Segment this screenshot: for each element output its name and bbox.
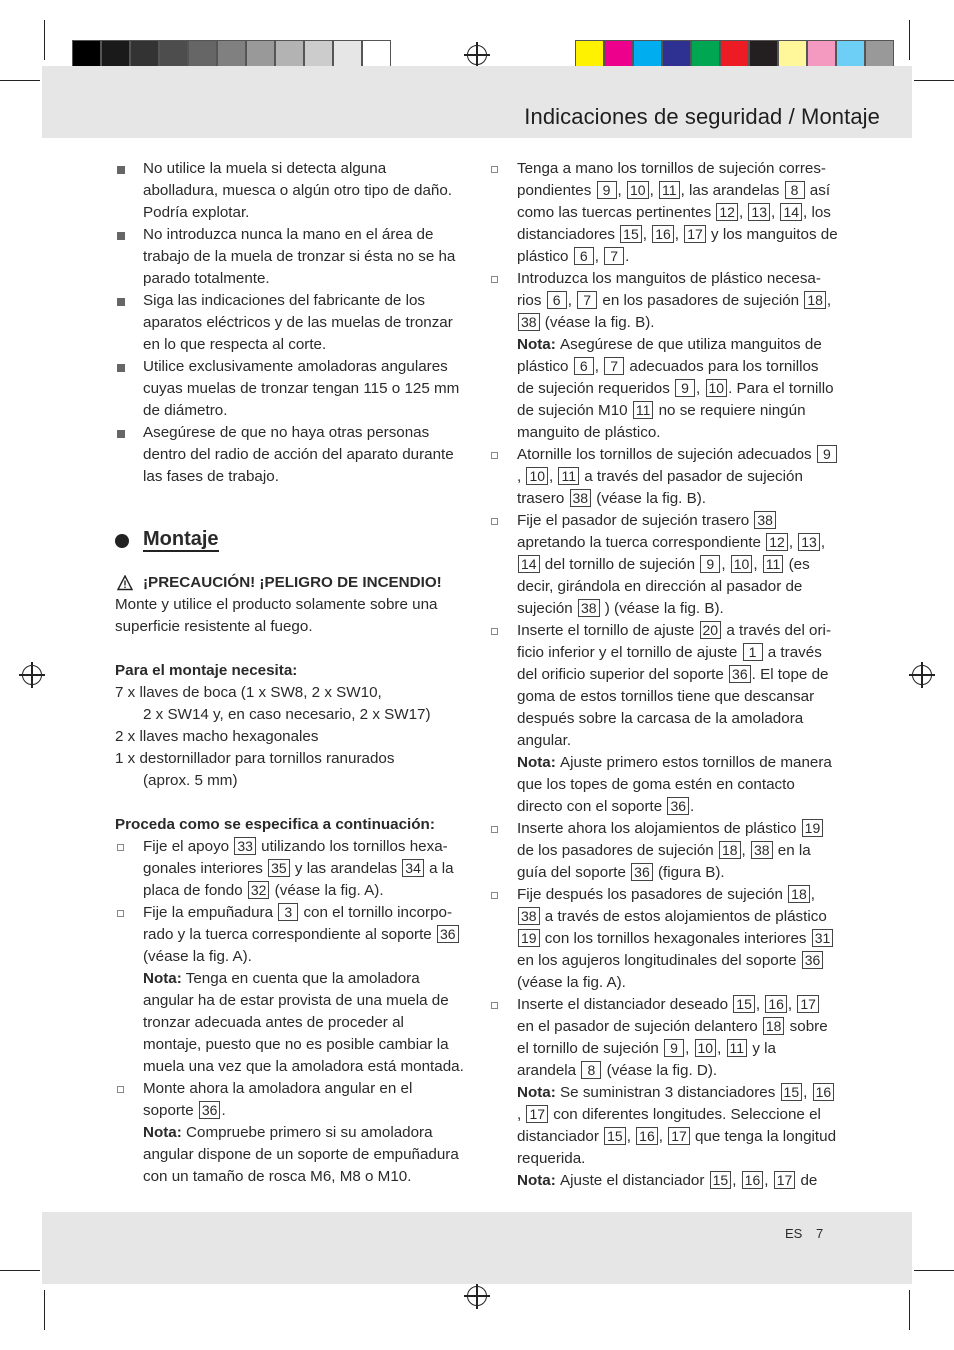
left-column (115, 158, 465, 1188)
part-reference: 9 (664, 1039, 684, 1057)
part-reference: 15 (781, 1083, 803, 1101)
safety-bullet: No introduzca nunca la mano en el área de trabajo de la muela de tronzar si ésta no se ha parado totalmente. (115, 224, 465, 290)
part-reference: 11 (633, 401, 654, 419)
assembly-note: Nota: Ajuste el distanciador 15 , 16 , 17 de (517, 1172, 818, 1189)
part-reference: 20 (700, 621, 722, 639)
language-code: ES (785, 1226, 803, 1241)
color-swatch (662, 40, 691, 69)
registration-mark-icon (467, 1286, 487, 1306)
color-swatch (575, 40, 604, 69)
part-reference: 36 (729, 665, 751, 683)
assembly-note: Nota: Asegúrese de que utiliza manguitos de plástico 6 , 7 adecuados para los tornillos de sujeción requeridos 9 , 10 . Para el tornillo de sujeción M10 11 no se requiere ningún manguito de plástico. (517, 336, 834, 441)
part-reference: 15 (710, 1171, 732, 1189)
color-swatch (333, 40, 362, 69)
safety-bullet: No utilice la muela si detecta alguna abolladura, muesca o algún otro tipo de daño. Podría explotar. (115, 158, 465, 224)
part-reference: 8 (785, 181, 805, 199)
part-reference: 38 (518, 313, 540, 331)
part-reference: 18 (804, 291, 826, 309)
part-reference: 6 (574, 247, 594, 265)
part-reference: 8 (581, 1061, 601, 1079)
part-reference: 6 (547, 291, 567, 309)
part-reference: 16 (813, 1083, 835, 1101)
part-reference: 9 (700, 555, 720, 573)
part-reference: 38 (570, 489, 592, 507)
part-reference: 10 (526, 467, 548, 485)
needs-line: 1 x destornillador para tornillos ranurados (115, 750, 395, 767)
crop-mark (909, 1290, 910, 1330)
part-reference: 1 (743, 643, 763, 661)
part-reference: 3 (278, 903, 298, 921)
registration-mark-icon (912, 665, 932, 685)
color-swatch (275, 40, 304, 69)
assembly-step: Fije el pasador de sujeción trasero 38 apretando la tuerca correspondiente 12 , 13 , 14 del tornillo de sujeción 9 , 10 , 11 (es decir, girándola en dirección al pasador de sujeción 38 ) (véase la fig. B). (489, 510, 839, 620)
part-reference: 15 (604, 1127, 626, 1145)
part-reference: 10 (627, 181, 649, 199)
color-swatch (159, 40, 188, 69)
part-reference: 18 (719, 841, 741, 859)
color-swatch (633, 40, 662, 69)
part-reference: 12 (716, 203, 738, 221)
section-heading: Montaje (115, 528, 465, 550)
part-reference: 36 (802, 951, 824, 969)
crop-mark (44, 1290, 45, 1330)
part-reference: 33 (234, 837, 256, 855)
registration-mark-icon (467, 45, 487, 65)
crop-mark (0, 1270, 40, 1271)
part-reference: 36 (199, 1101, 221, 1119)
assembly-step: Fije la empuñadura 3 con el tornillo incorporado y la tuerca correspondiente al soporte 36 (véase la fig. A). (115, 902, 465, 968)
assembly-step: Inserte el distanciador deseado 15 , 16 , 17 en el pasador de sujeción delantero 18 sobre el tornillo de sujeción 9 , 10 , 11 y la arandela 8 (véase la fig. D). (489, 994, 839, 1082)
part-reference: 31 (812, 929, 834, 947)
assembly-step: Introduzca los manguitos de plástico necesarios 6 , 7 en los pasadores de sujeción 18 , 38 (véase la fig. B). (489, 268, 839, 334)
assembly-step: Fije el apoyo 33 utilizando los tornillos hexagonales interiores 35 y las arandelas 34 a la placa de fondo 32 (véase la fig. A). (115, 836, 465, 902)
page-title: Indicaciones de seguridad / Montaje (524, 104, 880, 129)
part-reference: 19 (518, 929, 540, 947)
color-swatch (836, 40, 865, 69)
part-reference: 7 (577, 291, 597, 309)
part-reference: 12 (766, 533, 788, 551)
needs-heading: Para el montaje necesita: (115, 662, 298, 679)
needs-line: 2 x llaves macho hexagonales (115, 728, 319, 745)
part-reference: 7 (604, 247, 624, 265)
note-label: Nota: (517, 1084, 561, 1101)
part-reference: 36 (667, 797, 689, 815)
part-reference: 16 (652, 225, 674, 243)
color-swatch (188, 40, 217, 69)
part-reference: 11 (659, 181, 680, 199)
assembly-note: Nota: Compruebe primero si su amoladora angular dispone de un soporte de empuñadura con un tamaño de rosca M6, M8 o M10. (143, 1124, 459, 1185)
part-reference: 10 (695, 1039, 717, 1057)
part-reference: 17 (668, 1127, 690, 1145)
safety-bullet: Asegúrese de que no haya otras personas dentro del radio de acción del aparato durante las fases de trabajo. (115, 422, 465, 488)
crop-mark (914, 80, 954, 81)
crop-mark (909, 20, 910, 60)
part-reference: 38 (754, 511, 776, 529)
color-swatch (246, 40, 275, 69)
color-swatch (865, 40, 894, 69)
part-reference: 18 (763, 1017, 785, 1035)
part-reference: 9 (597, 181, 617, 199)
part-reference: 9 (675, 379, 695, 397)
color-swatch (362, 40, 391, 69)
grayscale-color-bar (72, 40, 391, 69)
part-reference: 14 (780, 203, 802, 221)
page-number: 7 (816, 1226, 824, 1241)
part-reference: 15 (620, 225, 642, 243)
warning-triangle-icon (117, 575, 133, 591)
needs-line: (aprox. 5 mm) (143, 772, 238, 789)
part-reference: 32 (248, 881, 270, 899)
color-swatch (304, 40, 333, 69)
note-label: Nota: (517, 1172, 561, 1189)
note-label: Nota: (517, 336, 561, 353)
color-swatch (101, 40, 130, 69)
part-reference: 11 (727, 1039, 748, 1057)
assembly-step: Tenga a mano los tornillos de sujeción correspondientes 9 , 10 , 11 , las arandelas 8 así como las tuercas pertinentes 12 , 13 , 14 , los distanciadores 15 , 16 , 17 y los manguitos de plástico 6 , 7 . (489, 158, 839, 268)
bullet-dot-icon (115, 534, 129, 548)
part-reference: 16 (765, 995, 787, 1013)
color-swatch (130, 40, 159, 69)
assembly-note: Nota: Tenga en cuenta que la amoladora angular ha de estar provista de una muela de tronzar adecuada antes de proceder al montaje, puesto que no es posible cambiar la muela una vez que la amoladora está montada. (143, 970, 464, 1075)
registration-mark-icon (22, 665, 42, 685)
part-reference: 14 (518, 555, 540, 573)
part-reference: 17 (774, 1171, 796, 1189)
part-reference: 17 (526, 1105, 548, 1123)
warning-heading: ¡PRECAUCIÓN! ¡PELIGRO DE INCENDIO! (115, 572, 465, 594)
part-reference: 17 (797, 995, 819, 1013)
part-reference: 34 (402, 859, 424, 877)
part-reference: 10 (706, 379, 728, 397)
part-reference: 17 (684, 225, 706, 243)
part-reference: 11 (763, 555, 784, 573)
part-reference: 38 (751, 841, 773, 859)
part-reference: 35 (268, 859, 290, 877)
assembly-note: Nota: Se suministran 3 distanciadores 15 , 16, 17 con diferentes longitudes. Seleccione el distanciador 15 , 16 , 17 que tenga la longitud requerida. (517, 1084, 837, 1167)
crop-mark (44, 20, 45, 60)
part-reference: 38 (578, 599, 600, 617)
part-reference: 18 (788, 885, 810, 903)
right-column (489, 158, 839, 1192)
part-reference: 19 (802, 819, 824, 837)
part-reference: 7 (604, 357, 624, 375)
assembly-step: Fije después los pasadores de sujeción 18 , 38 a través de estos alojamientos de plástico 19 con los tornillos hexagonales interiores 31 en los agujeros longitudinales del soporte 36 (véase la fig. A). (489, 884, 839, 994)
part-reference: 36 (437, 925, 459, 943)
safety-bullet: Siga las indicaciones del fabricante de los aparatos eléctricos y de las muelas de tronzar en lo que respecta al corte. (115, 290, 465, 356)
crop-mark (0, 80, 40, 81)
color-swatch (217, 40, 246, 69)
assembly-step: Atornille los tornillos de sujeción adecuados 9, 10 , 11 a través del pasador de sujeción trasero 38 (véase la fig. B). (489, 444, 839, 510)
part-reference: 16 (742, 1171, 764, 1189)
part-reference: 16 (636, 1127, 658, 1145)
color-swatch (691, 40, 720, 69)
assembly-step: Inserte ahora los alojamientos de plástico 19 de los pasadores de sujeción 18 , 38 en la guía del soporte 36 (figura B). (489, 818, 839, 884)
color-swatch (749, 40, 778, 69)
proceed-heading: Proceda como se especifica a continuación: (115, 816, 435, 833)
assembly-step: Inserte el tornillo de ajuste 20 a través del orificio inferior y el tornillo de ajuste 1 a través del orificio superior del soporte 36 . El tope de goma de estos tornillos tiene que descansar después sobre la carcasa de la amoladora angular. (489, 620, 839, 752)
part-reference: 6 (574, 357, 594, 375)
part-reference: 9 (817, 445, 837, 463)
color-swatch (720, 40, 749, 69)
part-reference: 13 (748, 203, 770, 221)
color-swatch (807, 40, 836, 69)
part-reference: 15 (733, 995, 755, 1013)
part-reference: 38 (518, 907, 540, 925)
part-reference: 13 (798, 533, 820, 551)
part-reference: 36 (631, 863, 653, 881)
color-swatch (72, 40, 101, 69)
warning-text: Monte y utilice el producto solamente sobre una superficie resistente al fuego. (115, 596, 438, 635)
color-swatch (778, 40, 807, 69)
needs-line: 2 x SW14 y, en caso necesario, 2 x SW17) (143, 706, 431, 723)
note-label: Nota: (517, 754, 561, 771)
safety-bullet: Utilice exclusivamente amoladoras angulares cuyas muelas de tronzar tengan 115 o 125 mm de diámetro. (115, 356, 465, 422)
footer-band (42, 1212, 912, 1284)
crop-mark (914, 1270, 954, 1271)
process-color-bar (575, 40, 894, 69)
needs-line: 7 x llaves de boca (1 x SW8, 2 x SW10, (115, 684, 382, 701)
part-reference: 11 (558, 467, 579, 485)
assembly-step: Monte ahora la amoladora angular en el soporte 36 . (115, 1078, 465, 1122)
part-reference: 10 (731, 555, 753, 573)
assembly-note: Nota: Ajuste primero estos tornillos de manera que los topes de goma estén en contacto directo con el soporte 36 . (517, 754, 832, 815)
color-swatch (604, 40, 633, 69)
